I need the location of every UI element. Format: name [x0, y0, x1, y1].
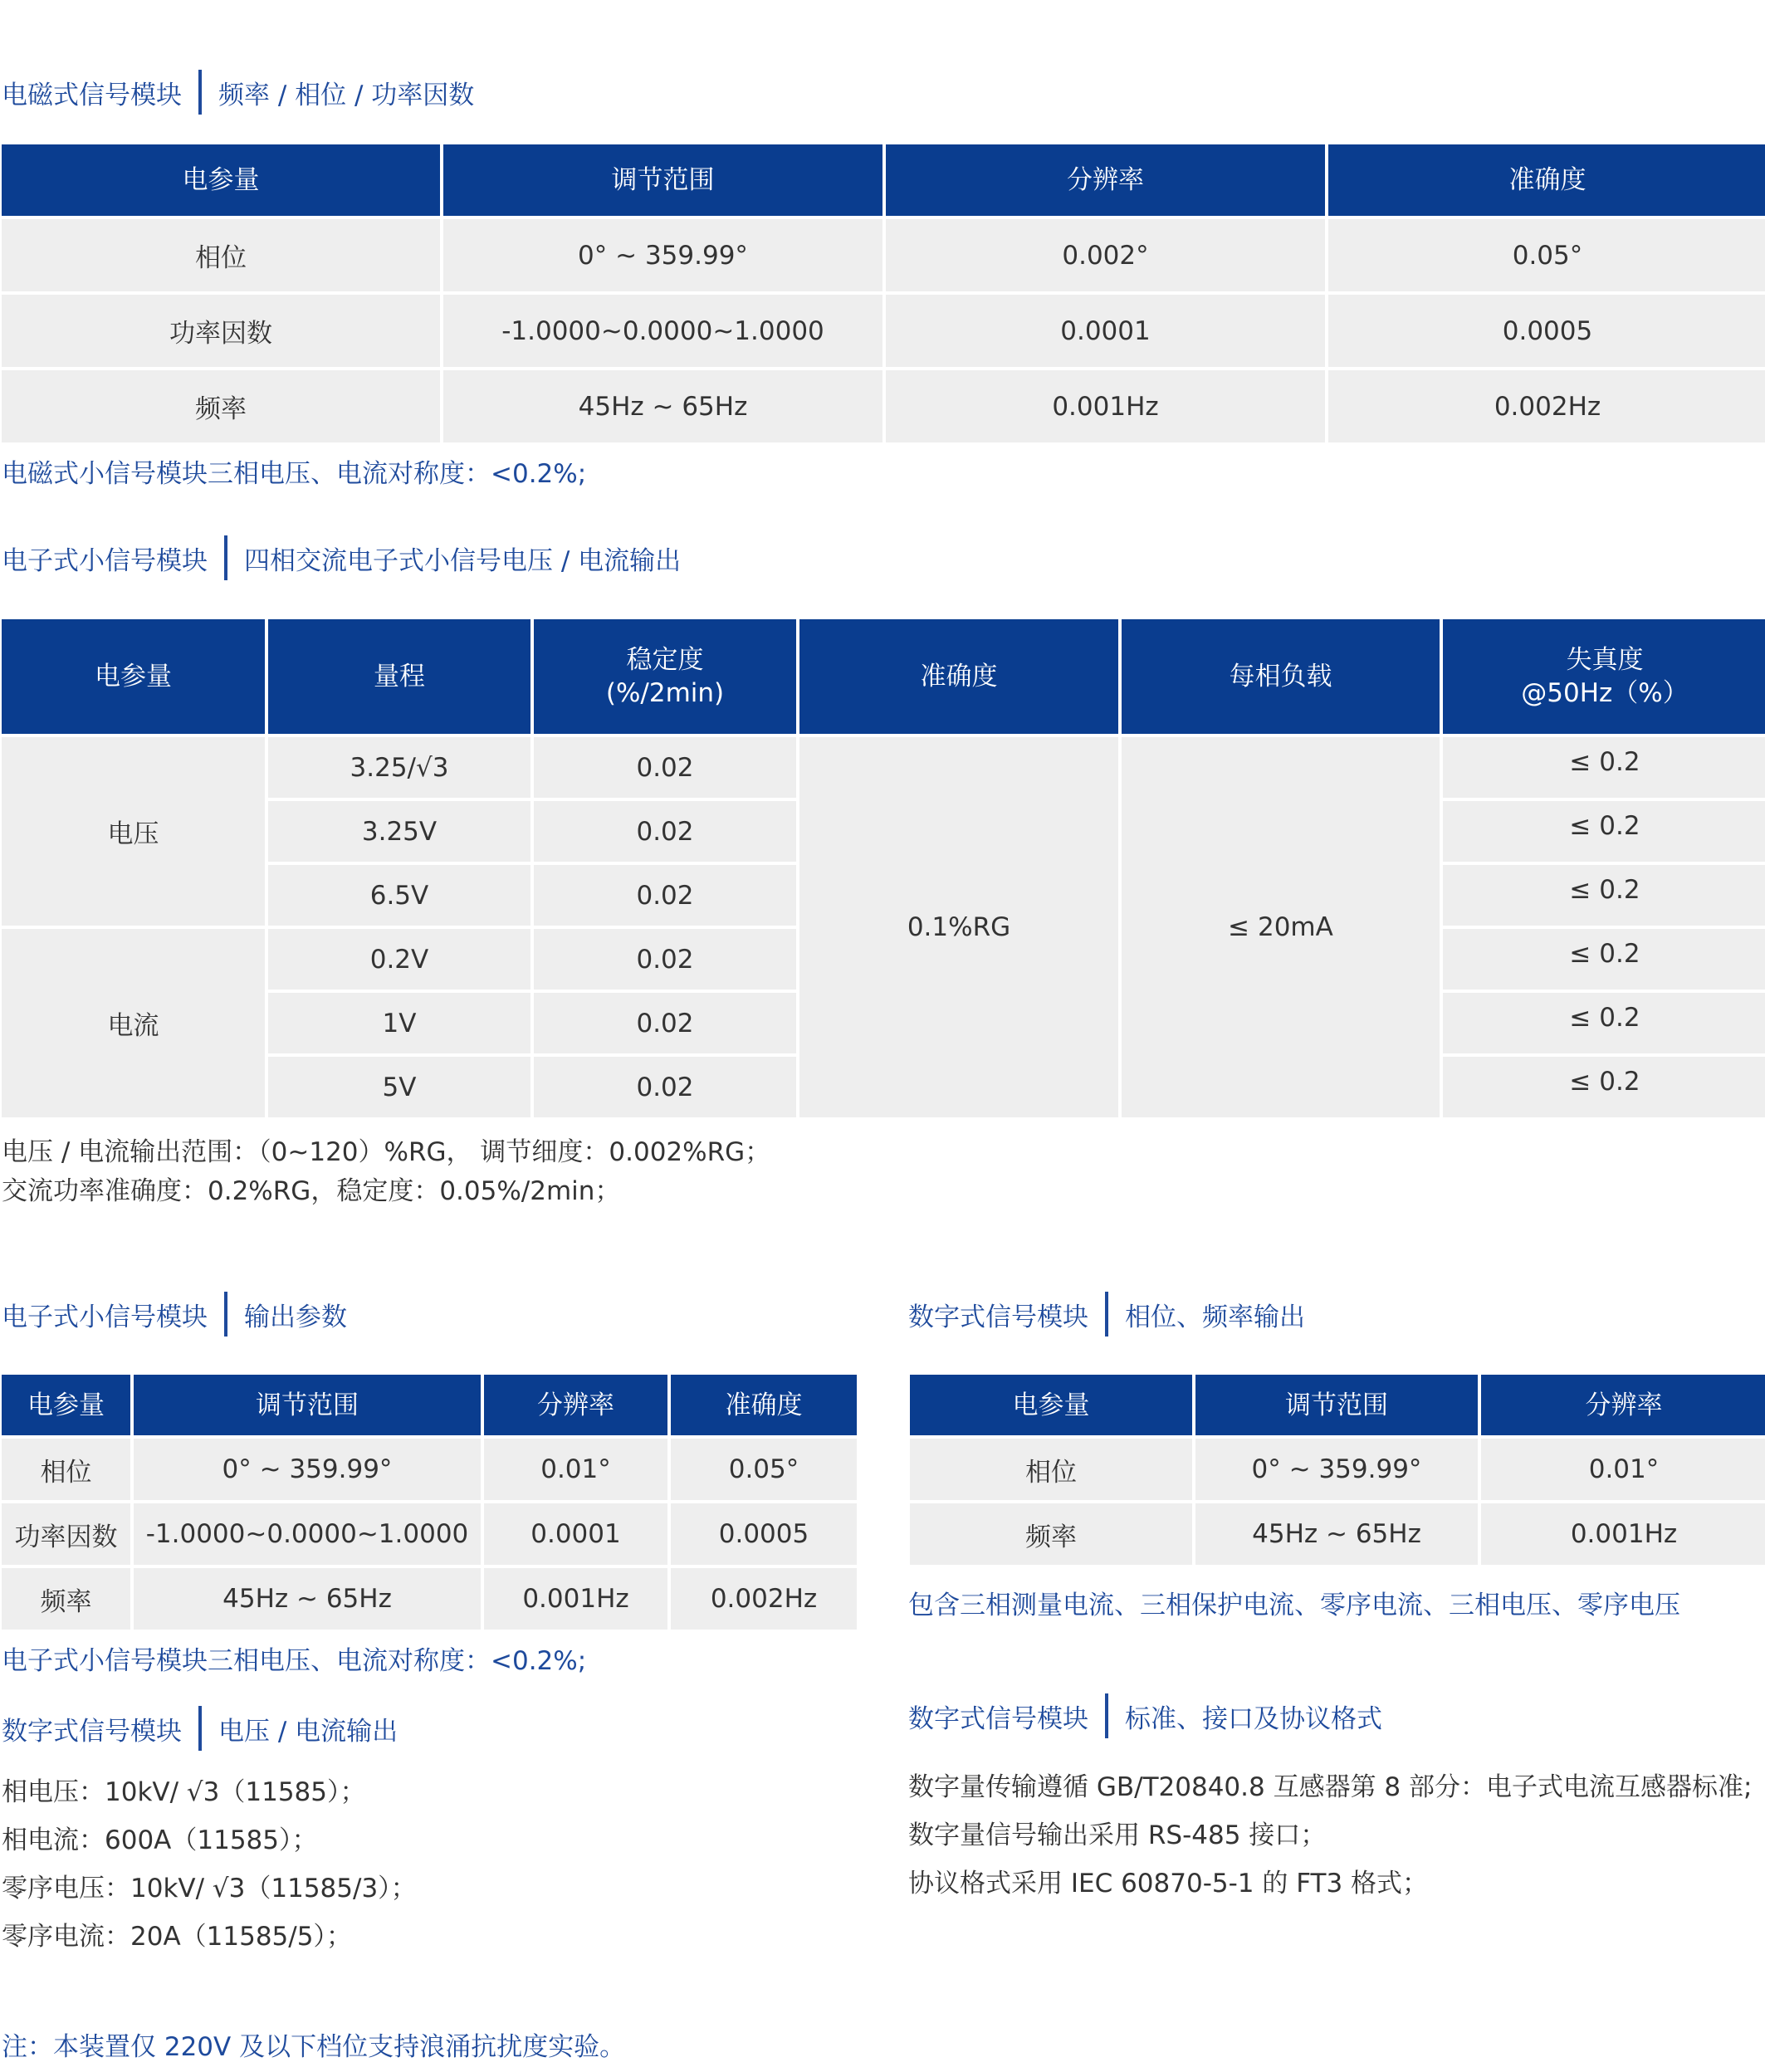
section-heading-digital-voltage-current: [2, 1706, 398, 1751]
cell-resolution: 0.0001: [886, 295, 1325, 367]
digital-signals-note: 包含三相测量电流、三相保护电流、零序电流、三相电压、零序电压: [908, 1591, 1680, 1620]
cell-stability: 0.02: [534, 1057, 796, 1117]
heading-module-name: 数字式信号模块: [908, 1302, 1088, 1332]
cell-param: 功率因数: [2, 1503, 130, 1565]
heading-module-name: 电子式小信号模块: [2, 1302, 208, 1332]
header-resolution: 分辨率: [886, 144, 1325, 216]
heading-module-name: 电子式小信号模块: [2, 545, 208, 576]
cell-range: 45Hz ~ 65Hz: [134, 1568, 481, 1630]
cell-param: 相位: [2, 1439, 130, 1500]
table-row: [910, 1439, 1765, 1500]
cell-param: 功率因数: [2, 295, 440, 367]
heading-topic: 频率 / 相位 / 功率因数: [218, 80, 475, 110]
cell-range: 0° ~ 359.99°: [443, 219, 882, 291]
cell-param: 频率: [2, 1568, 130, 1630]
section-heading-electronic-small-signal: [2, 535, 681, 580]
heading-topic: 四相交流电子式小信号电压 / 电流输出: [244, 545, 682, 576]
digital-phase-frequency-table: [907, 1371, 1765, 1568]
section-heading-standards-protocol: [908, 1693, 1382, 1738]
heading-divider: [224, 535, 227, 580]
cell-range: -1.0000~0.0000~1.0000: [134, 1503, 481, 1565]
header-param: 电参量: [2, 619, 265, 734]
cell-range: 0.2V: [268, 929, 530, 990]
heading-divider: [198, 70, 202, 115]
cell-param: 相位: [910, 1439, 1192, 1500]
cell-stability: 0.02: [534, 801, 796, 862]
cell-distortion: ≤ 0.2: [1443, 1057, 1765, 1117]
cell-stability: 0.02: [534, 737, 796, 798]
header-range: 量程: [268, 619, 530, 734]
table-row: [2, 370, 1765, 442]
output-range-note: 电压 / 电流输出范围：（0~120）%RG， 调节细度：0.002%RG；: [2, 1137, 771, 1167]
table-row: [2, 1503, 857, 1565]
cell-resolution: 0.001Hz: [484, 1568, 667, 1630]
cell-resolution: 0.001Hz: [886, 370, 1325, 442]
header-accuracy: 准确度: [799, 619, 1118, 734]
voltage-current-list: [2, 1768, 417, 1961]
heading-divider: [198, 1706, 202, 1751]
power-accuracy-note: 交流功率准确度：0.2%RG，稳定度：0.05%/2min；: [2, 1176, 621, 1206]
cell-distortion: ≤ 0.2: [1443, 993, 1765, 1053]
cell-distortion: ≤ 0.2: [1443, 929, 1765, 990]
cell-stability: 0.02: [534, 929, 796, 990]
list-item: 相电流：600A（11585）；: [2, 1825, 318, 1855]
header-accuracy: 准确度: [671, 1375, 857, 1435]
header-stability: 稳定度 (%/2min): [534, 619, 796, 734]
header-param: 电参量: [2, 1375, 130, 1435]
symmetry-note: 电子式小信号模块三相电压、电流对称度：<0.2%;: [2, 1646, 587, 1676]
cell-range: 5V: [268, 1057, 530, 1117]
list-item: 协议格式采用 IEC 60870-5-1 的 FT3 格式；: [908, 1869, 1429, 1899]
cell-accuracy: 0.002Hz: [1328, 370, 1765, 442]
cell-accuracy: 0.05°: [1328, 219, 1765, 291]
header-range: 调节范围: [443, 144, 882, 216]
heading-topic: 电压 / 电流输出: [218, 1716, 398, 1747]
list-item: 相电压：10kV/ √3（11585）；: [2, 1777, 366, 1807]
cell-param: 相位: [2, 219, 440, 291]
cell-accuracy: 0.05°: [671, 1439, 857, 1500]
section-heading-electromagnetic: [2, 70, 474, 115]
cell-load: ≤ 20mA: [1122, 737, 1440, 1117]
cell-stability: 0.02: [534, 865, 796, 926]
heading-module-name: 数字式信号模块: [2, 1716, 182, 1747]
cell-range: -1.0000~0.0000~1.0000: [443, 295, 882, 367]
cell-resolution: 0.01°: [1481, 1439, 1765, 1500]
heading-divider: [1105, 1292, 1108, 1337]
table-row: [2, 1439, 857, 1500]
cell-resolution: 0.002°: [886, 219, 1325, 291]
cell-distortion: ≤ 0.2: [1443, 737, 1765, 798]
header-range: 调节范围: [134, 1375, 481, 1435]
cell-range: 3.25V: [268, 801, 530, 862]
header-resolution: 分辨率: [1481, 1375, 1765, 1435]
table-row: [2, 1568, 857, 1630]
small-signal-output-table: [0, 616, 1765, 1121]
symmetry-note: 电磁式小信号模块三相电压、电流对称度：<0.2%;: [2, 459, 587, 489]
cell-accuracy: 0.1%RG: [799, 737, 1118, 1117]
standards-list: [908, 1763, 1752, 1908]
list-item: 数字量信号输出采用 RS-485 接口；: [908, 1820, 1327, 1850]
heading-topic: 输出参数: [244, 1302, 347, 1332]
heading-divider: [1105, 1693, 1108, 1738]
cell-param: 频率: [910, 1503, 1192, 1565]
section-heading-digital-phase-frequency: [908, 1292, 1305, 1337]
cell-resolution: 0.0001: [484, 1503, 667, 1565]
cell-range: 3.25/√3: [268, 737, 530, 798]
cell-accuracy: 0.0005: [1328, 295, 1765, 367]
cell-resolution: 0.01°: [484, 1439, 667, 1500]
header-resolution: 分辨率: [484, 1375, 667, 1435]
cell-distortion: ≤ 0.2: [1443, 801, 1765, 862]
table-row: [2, 219, 1765, 291]
electromagnetic-spec-table: [0, 141, 1765, 446]
header-param: 电参量: [910, 1375, 1192, 1435]
footer-note: 注：本装置仅 220V 及以下档位支持浪涌抗扰度实验。: [2, 2032, 626, 2062]
cell-accuracy: 0.0005: [671, 1503, 857, 1565]
table-row: [910, 1503, 1765, 1565]
heading-topic: 标准、接口及协议格式: [1125, 1703, 1382, 1734]
heading-divider: [224, 1292, 227, 1337]
list-item: 零序电流：20A（11585/5）；: [2, 1922, 352, 1952]
heading-module-name: 数字式信号模块: [908, 1703, 1088, 1734]
table-row: [2, 295, 1765, 367]
cell-stability: 0.02: [534, 993, 796, 1053]
list-item: 零序电压：10kV/ √3（11585/3）；: [2, 1874, 417, 1903]
header-range: 调节范围: [1195, 1375, 1478, 1435]
cell-param-current: 电流: [2, 929, 265, 1117]
cell-range: 0° ~ 359.99°: [1195, 1439, 1478, 1500]
cell-range: 45Hz ~ 65Hz: [443, 370, 882, 442]
cell-resolution: 0.001Hz: [1481, 1503, 1765, 1565]
header-distortion: 失真度 @50Hz（%）: [1443, 619, 1765, 734]
cell-range: 45Hz ~ 65Hz: [1195, 1503, 1478, 1565]
cell-param-voltage: 电压: [2, 737, 265, 926]
cell-param: 频率: [2, 370, 440, 442]
header-accuracy: 准确度: [1328, 144, 1765, 216]
cell-distortion: ≤ 0.2: [1443, 865, 1765, 926]
table-row: [2, 737, 1765, 798]
cell-accuracy: 0.002Hz: [671, 1568, 857, 1630]
small-signal-params-table: [0, 1371, 860, 1633]
cell-range: 6.5V: [268, 865, 530, 926]
header-param: 电参量: [2, 144, 440, 216]
section-heading-small-signal-params: [2, 1292, 347, 1337]
list-item: 数字量传输遵循 GB/T20840.8 互感器第 8 部分：电子式电流互感器标准;: [908, 1772, 1753, 1802]
heading-topic: 相位、频率输出: [1125, 1302, 1305, 1332]
heading-module-name: 电磁式信号模块: [2, 80, 182, 110]
cell-range: 1V: [268, 993, 530, 1053]
cell-range: 0° ~ 359.99°: [134, 1439, 481, 1500]
header-load: 每相负载: [1122, 619, 1440, 734]
